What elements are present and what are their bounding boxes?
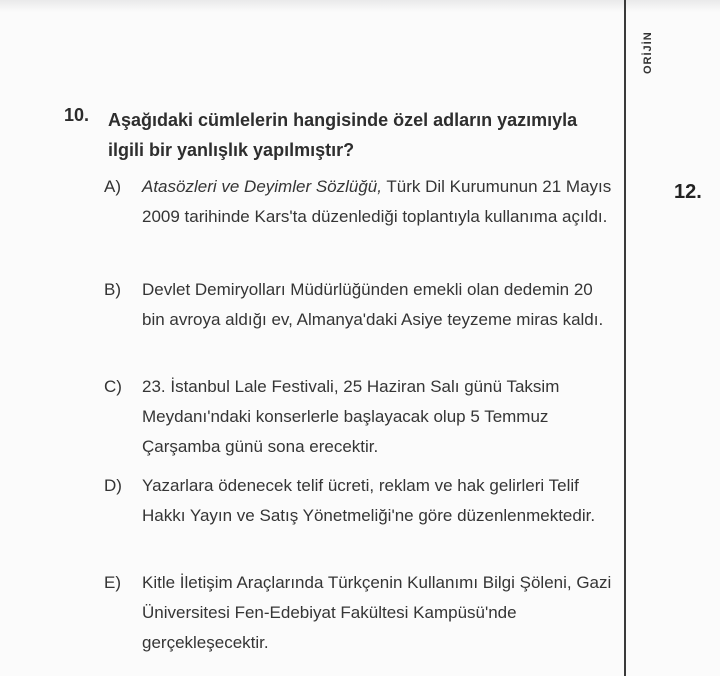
column-divider — [624, 0, 626, 676]
question-number: 10. — [64, 105, 90, 125]
option-d-letter: D) — [104, 476, 122, 495]
question-stem: Aşağıdaki cümlelerin hangisinde özel adların yazımıyla ilgili bir yanlışlık yapılmıştır? — [108, 110, 578, 160]
option-a-letter: A) — [104, 177, 121, 196]
option-c-text: 23. İstanbul Lale Festivali, 25 Haziran Salı günü Taksim Meydanı'ndaki konserlerle başlayacak olup 5 Temmuz Çarşamba günü sona erecektir. — [142, 377, 560, 456]
option-d-text: Yazarlara ödenecek telif ücreti, reklam ve hak gelirleri Telif Hakkı Yayın ve Satış Yönetmeliği'ne göre düzenlenmektedir. — [142, 476, 596, 525]
option-b-letter: B) — [104, 280, 121, 299]
option-a-text — [142, 172, 612, 232]
page-top-shadow — [0, 0, 720, 12]
option-e-text: Kitle İletişim Araçlarında Türkçenin Kullanımı Bilgi Şöleni, Gazi Üniversitesi Fen-Edebiyat Fakültesi Kampüsü'nde gerçekleşecektir. — [142, 573, 612, 652]
option-a-italic-title: Atasözleri ve Deyimler Sözlüğü, — [142, 177, 382, 196]
brand-label: ORİJİN — [642, 31, 654, 74]
option-b-text: Devlet Demiryolları Müdürlüğünden emekli olan dedemin 20 bin avroya aldığı ev, Almanya'daki Asiye teyzeme miras kaldı. — [142, 280, 604, 329]
option-e-letter: E) — [104, 573, 121, 592]
option-c-letter: C) — [104, 377, 122, 396]
option-a-body: Türk Dil Kurumunun 21 Mayıs 2009 tarihinde Kars'ta düzenlediği toplantıyla kullanıma açıldı. — [142, 177, 612, 226]
next-question-number: 12. — [674, 181, 702, 203]
